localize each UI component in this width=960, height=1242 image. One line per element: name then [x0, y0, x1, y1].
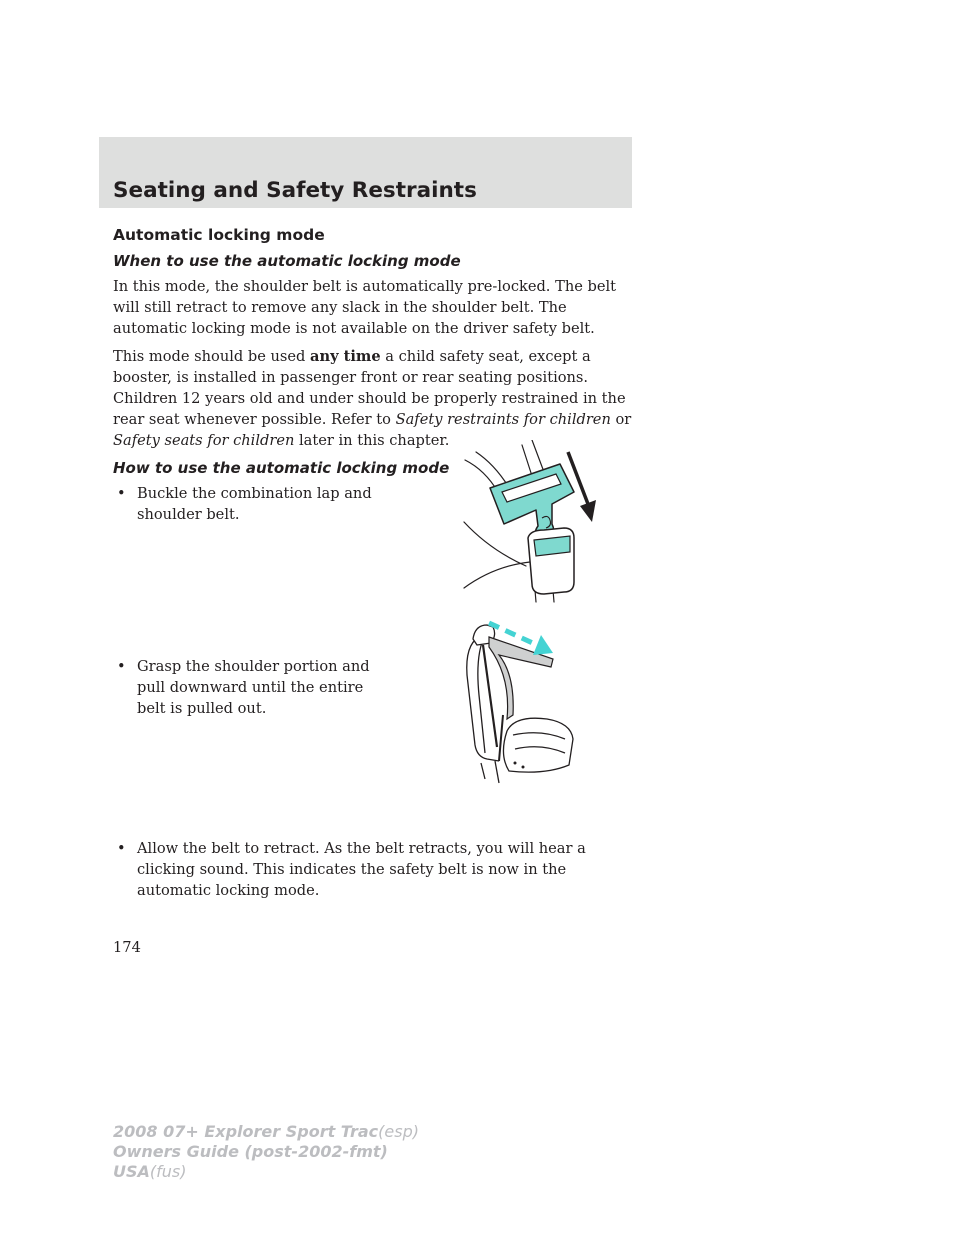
reference-safety-seats-for-children: Safety seats for children	[113, 432, 295, 449]
para2-emphasis-any-time: any time	[310, 348, 381, 365]
footer-market-code: (fus)	[149, 1162, 187, 1181]
bullet-text-1: Buckle the combination lap and shoulder belt.	[137, 485, 372, 523]
buckle-illustration	[460, 440, 610, 605]
footer-model: 2008 07+ Explorer Sport Trac	[113, 1122, 379, 1141]
footer-line-2: Owners Guide (post-2002-fmt)	[113, 1142, 388, 1161]
footer-model-code: (esp)	[378, 1122, 419, 1141]
bullet-item-3	[113, 838, 633, 901]
para2-text-4: later in this chapter.	[294, 432, 450, 449]
footer-market: USA	[113, 1162, 150, 1181]
section-title: Automatic locking mode	[113, 226, 325, 244]
footer-line-1	[113, 1122, 419, 1142]
arrow-down-icon	[568, 452, 588, 504]
bullet-symbol: •	[117, 658, 126, 675]
when-heading: When to use the automatic locking mode	[113, 252, 461, 270]
para2-text-2: a child safety seat, except a booster, is installed in passenger front or rear seating positions. Children 12 years old and under should be properly restrained in the rear seat whenever possible. Refer to	[113, 348, 626, 428]
reference-safety-restraints-for-children: Safety restraints for children	[395, 411, 611, 428]
paragraph-1: In this mode, the shoulder belt is automatically pre-locked. The belt will still retract to remove any slack in the shoulder belt. The automatic locking mode is not available on the driver safety belt.	[113, 278, 617, 337]
seat-cushion-outline	[503, 718, 573, 772]
document-footer	[113, 1122, 419, 1182]
how-heading: How to use the automatic locking mode	[113, 459, 450, 477]
bullet-symbol: •	[117, 485, 126, 502]
page-number: 174	[113, 939, 141, 956]
paragraph-2	[113, 346, 633, 451]
bullet-item-2	[113, 656, 377, 719]
bullet-symbol: •	[117, 840, 126, 857]
para2-text-3: or	[610, 411, 632, 428]
footer-line-3	[113, 1162, 419, 1182]
bullet-text-2: Grasp the shoulder portion and pull downward until the entire belt is pulled out.	[137, 658, 370, 717]
para2-text-1: This mode should be used	[113, 348, 311, 365]
bullet-item-1	[113, 483, 377, 525]
seat-belt-pull-illustration	[455, 615, 615, 785]
page-header-title: Seating and Safety Restraints	[113, 178, 477, 203]
bullet-text-3: Allow the belt to retract. As the belt retracts, you will hear a clicking sound. This indicates the safety belt is now in the automatic locking mode.	[137, 840, 586, 899]
